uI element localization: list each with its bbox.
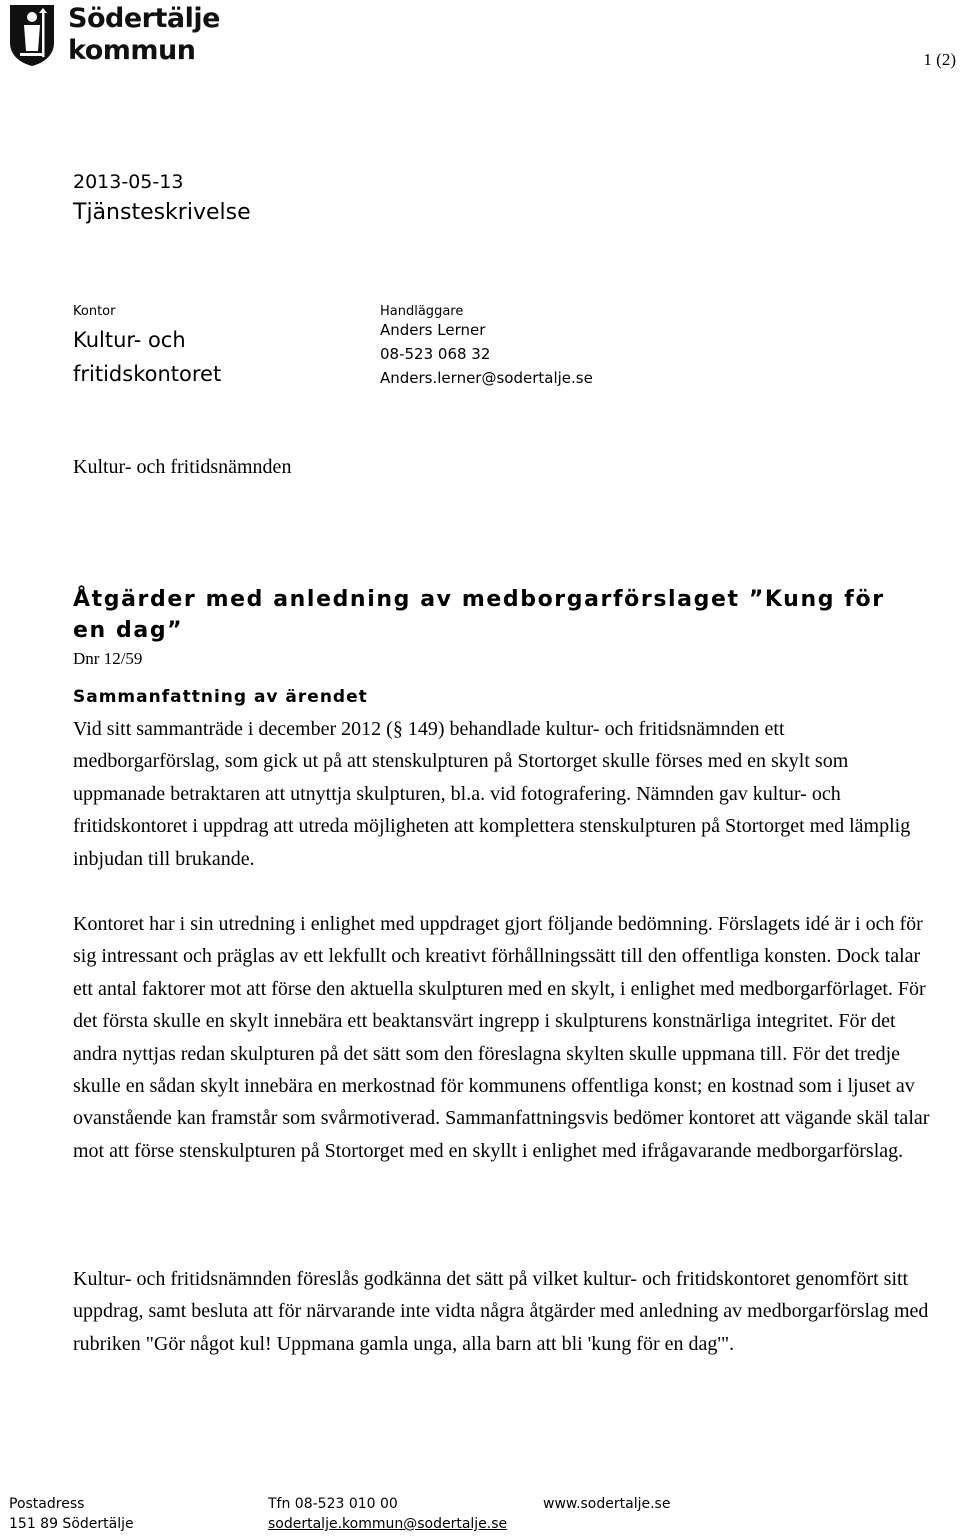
handler-phone: 08-523 068 32 <box>380 345 491 363</box>
page-number: 1 (2) <box>923 50 956 69</box>
footer-email-link[interactable]: sodertalje.kommun@sodertalje.se <box>268 1516 508 1532</box>
footer-phone: Tfn 08-523 010 00 <box>268 1496 398 1512</box>
document-date: 2013-05-13 <box>73 171 184 193</box>
office-label: Kontor <box>73 304 116 319</box>
case-number: Dnr 12/59 <box>73 649 143 668</box>
document-type: Tjänsteskrivelse <box>73 200 251 225</box>
footer-postal-label: Postadress <box>9 1496 85 1512</box>
footer-postal-address: 151 89 Södertälje <box>9 1516 134 1532</box>
logo-wordmark <box>68 3 220 67</box>
assessment-paragraph: Kontoret har i sin utredning i enlighet med uppdraget gjort följande bedömning. Förslagets idé är i och för sig intressant och präglas av ett lekfullt och kreativt förhållningssätt till den offentliga konsten. Dock talar ett antal faktorer mot att förse den aktuella skulpturen med en skylt, i enlighet med medborgarförlaget. För det första skulle en skylt innebära ett beaktansvärt ingrepp i skulpturens konstnärliga integritet. För det andra nyttjas redan skulpturen på det sätt som den föreslagna skylten skulle uppmana till. För det tredje skulle en sådan skylt innebära en merkostnad för kommunens offentliga konst; en kostnad som i ljuset av ovanstående kan framstår som svårmotiverad. Sammanfattningsvis bedömer kontoret att vägande skäl talar mot att förse stenskulpturen på Stortorget med en skyllt i enlighet med ifrågavarande medborgarförslag. <box>73 913 930 1162</box>
footer-website[interactable]: www.sodertalje.se <box>543 1496 671 1512</box>
handler-email: Anders.lerner@sodertalje.se <box>380 369 593 387</box>
office-name: Kultur- och fritidskontoret <box>73 328 222 386</box>
summary-heading: Sammanfattning av ärendet <box>73 687 368 707</box>
proposal-paragraph: Kultur- och fritidsnämnden föreslås godkänna det sätt på vilket kultur- och fritidskontoret genomfört sitt uppdrag, samt besluta att för närvarande inte vidta några åtgärder med anledning av medborgarförslag med rubriken "Gör något kul! Uppmana gamla unga, alla barn att bli 'kung för en dag'". <box>73 1268 929 1355</box>
document-title: Åtgärder med anledning av medborgarförslaget ”Kung för en dag” <box>73 587 885 643</box>
recipient: Kultur- och fritidsnämnden <box>73 456 292 478</box>
handler-label: Handläggare <box>380 304 464 319</box>
crest-icon <box>6 3 58 67</box>
logo-line2: kommun <box>68 35 196 66</box>
sodertalje-kommun-logo <box>6 3 220 67</box>
logo-line1: Södertälje <box>68 3 220 34</box>
summary-paragraph: Vid sitt sammanträde i december 2012 (§ 149) behandlade kultur- och fritidsnämnden ett medborgarförslag, som gick ut på att stenskulpturen på Stortorget skulle förses med en skylt som uppmanade betraktaren att utnyttja skulpturen, bl.a. vid fotografering. Nämnden gav kultur- och fritidskontoret i uppdrag att utreda möjligheten att komplettera stenskulpturen på Stortorget med lämplig inbjudan till brukande. <box>73 718 911 870</box>
handler-name: Anders Lerner <box>380 321 486 339</box>
